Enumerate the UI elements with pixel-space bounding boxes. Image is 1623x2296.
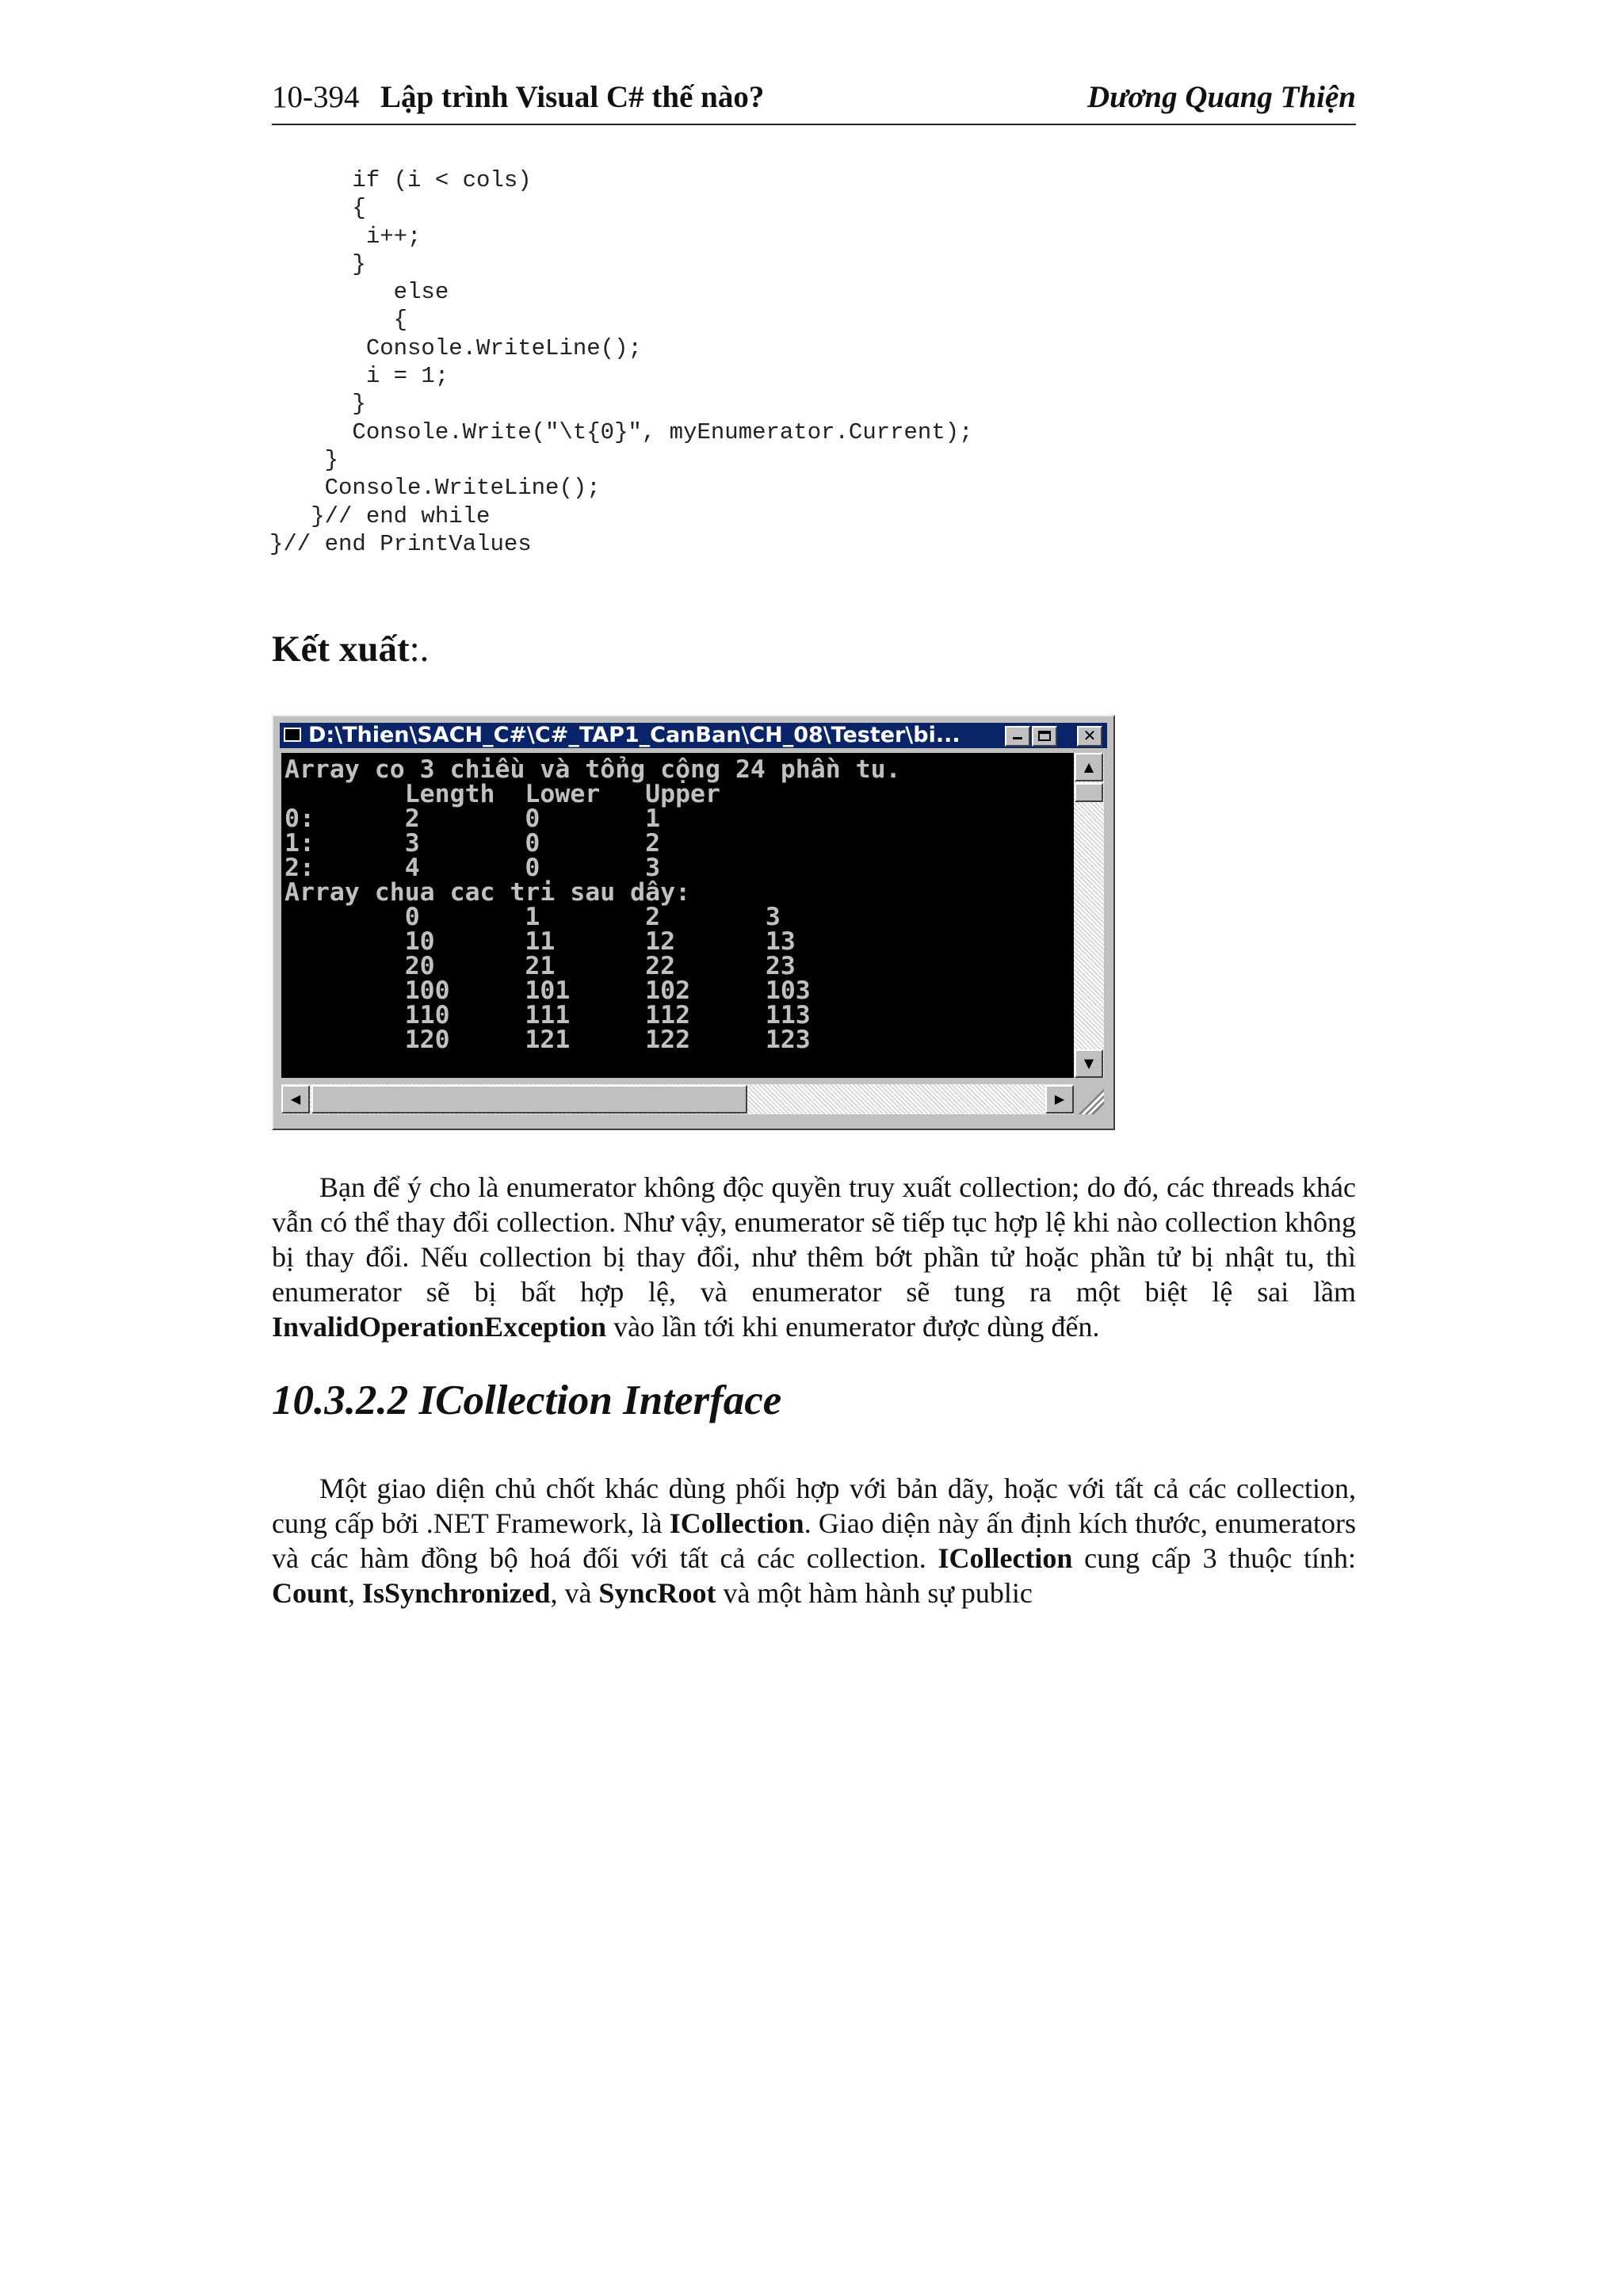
console-app-icon[interactable] [284,728,301,742]
paragraph-text: . Giao diện này ấn định kích thước, enumerators và các hàm đồng bộ hoá đối với tất cả các collection. [272,1507,1356,1574]
paragraph-bold-term: Count [272,1577,349,1609]
horizontal-scrollbar[interactable] [281,1084,1074,1114]
console-line: Length Lower Upper [285,780,720,808]
scroll-left-button[interactable] [281,1085,310,1114]
paragraph-icollection [272,1471,1356,1610]
page-number: 10-394 [272,80,360,114]
code-line: { [269,307,408,334]
maximize-icon [1038,731,1051,741]
page-header [272,76,1356,125]
vertical-scrollbar[interactable] [1074,753,1104,1078]
arrow-down-icon: ▼ [1083,1056,1094,1071]
console-title: D:\Thien\SACH_C#\C#_TAP1_CanBan\CH_08\Tester\bi... [308,723,960,747]
arrow-left-icon: ◀ [290,1091,301,1106]
minimize-button[interactable] [1005,726,1030,747]
paragraph-bold-term: IsSynchronized [362,1577,551,1609]
console-line: 0 1 2 3 [285,903,781,931]
console-line: 1: 3 0 2 [285,829,661,858]
console-line: 2: 4 0 3 [285,854,661,882]
vertical-scroll-thumb[interactable] [1075,783,1103,802]
output-heading-suffix: :. [409,628,430,670]
close-icon: ✕ [1083,726,1097,745]
code-line: i++; [269,223,422,250]
scroll-down-button[interactable] [1075,1049,1103,1078]
code-line: else [269,279,449,306]
paragraph-text: cung cấp 3 thuộc tính: [1072,1542,1357,1574]
console-line: 100 101 102 103 [285,976,811,1005]
output-heading [272,628,429,670]
code-line: } [269,391,366,418]
console-line: Array chua cac tri sau dây: [285,878,691,907]
paragraph-bold-term: InvalidOperationException [272,1311,607,1343]
paragraph-text: , và [550,1577,599,1609]
arrow-up-icon: ▲ [1083,759,1094,774]
paragraph-text: Một giao diện chủ chốt khác dùng phối hợp với bản dãy, hoặc với tất cả các collection, cung cấp bởi .NET Framework, là [272,1473,1356,1539]
console-line: 20 21 22 23 [285,952,796,980]
output-heading-label: Kết xuất [272,628,410,670]
paragraph-text: Bạn để ý cho là enumerator không độc quyền truy xuất collection; do đó, các threads khác vẫn có thể thay đổi collection. Như vậy, enumerator sẽ tiếp tục hợp lệ khi nào collection không bị thay đổi. Nếu collection bị thay đổi, như thêm bớt phần tử hoặc phần tử bị nhật tu, thì enumerator sẽ bị bất hợp lệ, và enumerator sẽ tung ra một biệt lệ sai lầm [272,1171,1356,1308]
scroll-right-button[interactable] [1045,1085,1074,1114]
code-line: Console.WriteLine(); [269,475,601,502]
author-name: Dương Quang Thiện [1086,80,1356,114]
paragraph-bold-term: ICollection [938,1542,1073,1574]
paragraph-text: vào lần tới khi enumerator được dùng đến. [606,1311,1100,1343]
maximize-button[interactable] [1032,726,1057,747]
book-title: Lập trình Visual C# thế nào? [380,80,765,114]
paragraph-text: , [348,1577,363,1609]
paragraph-text: và một hàm hành sự public [716,1577,1033,1609]
console-line: 110 111 112 113 [285,1001,811,1030]
close-button[interactable] [1077,726,1102,747]
console-line: 10 11 12 13 [285,927,796,956]
code-line: { [269,195,366,222]
paragraph-bold-term: SyncRoot [598,1577,716,1609]
paragraph-bold-term: ICollection [669,1507,804,1539]
console-titlebar[interactable] [280,723,1107,748]
scroll-up-button[interactable] [1075,753,1103,781]
code-line: if (i < cols) [269,167,532,193]
minimize-icon [1013,737,1022,739]
code-line: Console.Write("\t{0}", myEnumerator.Current); [269,418,973,445]
paragraph-enumerator [272,1170,1356,1344]
code-line: } [269,446,339,473]
code-line: Console.WriteLine(); [269,334,642,361]
arrow-right-icon: ▶ [1054,1091,1065,1106]
code-line: }// end while [269,502,491,529]
console-line: Array co 3 chiều và tổng cộng 24 phần tu. [285,755,901,784]
section-heading: 10.3.2.2 ICollection Interface [272,1377,782,1423]
horizontal-scroll-thumb[interactable] [311,1085,747,1114]
code-line: i = 1; [269,363,449,390]
code-line: } [269,250,366,277]
console-line: 120 121 122 123 [285,1026,811,1054]
code-listing [269,166,973,558]
console-line: 0: 2 0 1 [285,804,661,833]
console-output [281,753,1074,1078]
resize-grip[interactable] [1075,1086,1104,1114]
code-line: }// end PrintValues [269,530,532,557]
console-window [272,715,1115,1130]
